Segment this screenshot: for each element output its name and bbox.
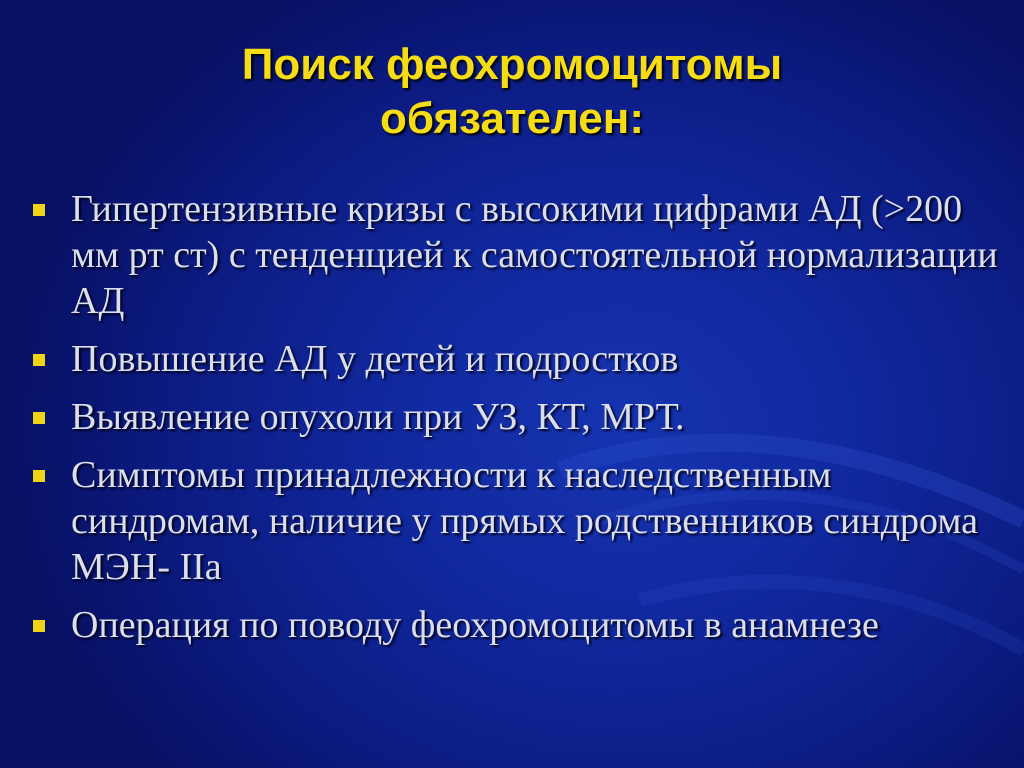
bullet-text: Операция по поводу феохромоцитомы в анамнезе	[71, 604, 879, 646]
bullet-list	[30, 186, 1005, 660]
yellow-square-bullet-icon	[33, 620, 45, 632]
bullet-item	[30, 336, 1005, 382]
slide-title	[0, 38, 1024, 146]
bullet-item	[30, 452, 1005, 590]
bullet-item	[30, 186, 1005, 324]
yellow-square-bullet-icon	[33, 470, 45, 482]
bullet-text: Выявление опухоли при УЗ, КТ, МРТ.	[71, 396, 685, 438]
yellow-square-bullet-icon	[33, 354, 45, 366]
bullet-item	[30, 602, 1005, 648]
yellow-square-bullet-icon	[33, 204, 45, 216]
slide-title-line-1: Поиск феохромоцитомы	[241, 40, 783, 89]
slide-title-line-2: обязателен:	[380, 94, 644, 143]
bullet-text: Симптомы принадлежности к наследственным синдромам, наличие у прямых родственников синдрома МЭН- IIa	[71, 454, 978, 588]
yellow-square-bullet-icon	[33, 412, 45, 424]
bullet-text: Повышение АД у детей и подростков	[71, 338, 679, 380]
bullet-text: Гипертензивные кризы с высокими цифрами АД (>200 мм рт ст) с тенденцией к самостоятельной нормализации АД	[71, 188, 998, 322]
bullet-item	[30, 394, 1005, 440]
